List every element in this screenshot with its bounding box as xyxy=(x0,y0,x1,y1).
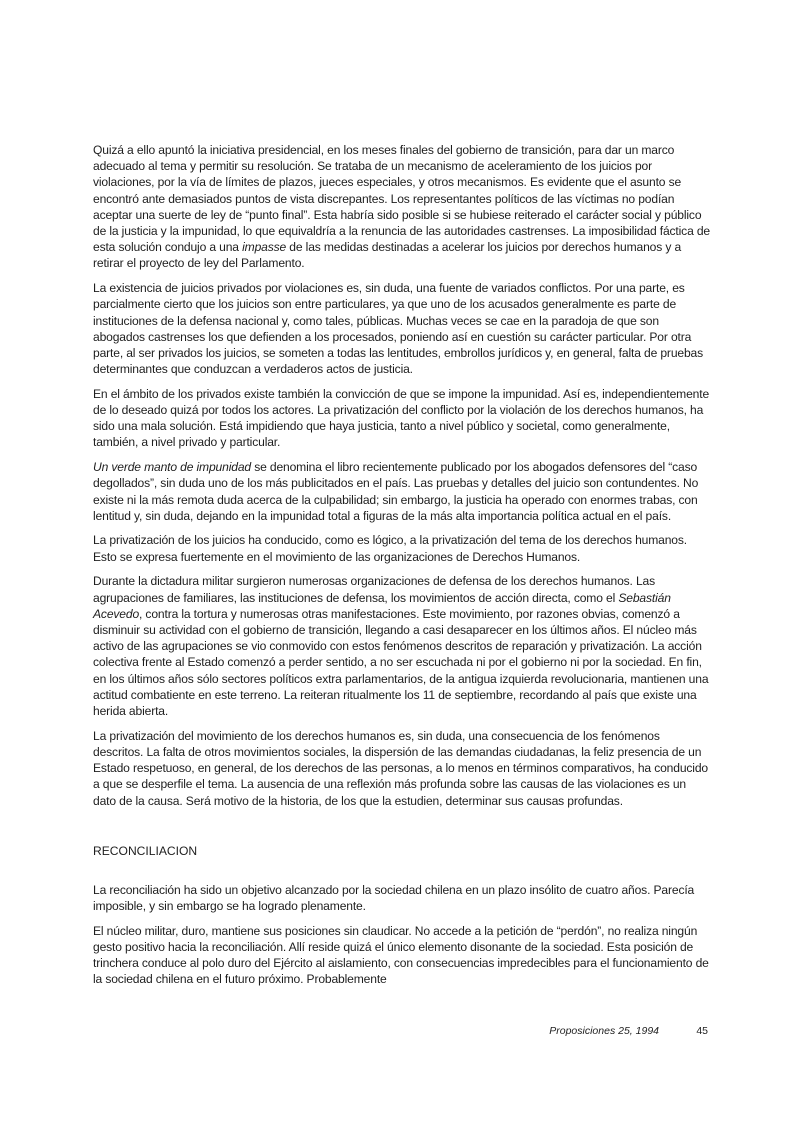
section-paragraph-1: La reconciliación ha sido un objetivo alcanzado por la sociedad chilena en un plazo insólito de cuatro años. Parecía imposible, y sin embargo se ha logrado plenamente. xyxy=(93,882,695,914)
paragraph-4 xyxy=(93,459,710,524)
book-title-italic: Un verde manto de impunidad xyxy=(93,460,251,475)
section-heading: RECONCILIACION xyxy=(93,843,198,858)
article-body xyxy=(93,142,710,996)
page-number: 45 xyxy=(696,1025,708,1037)
paragraph-5: La privatización de los juicios ha conducido, como es lógico, a la privatización del tema de los derechos humanos. Esto se expresa fuertemente en el movimiento de las organizaciones de Derechos Humanos. xyxy=(93,533,687,564)
section-paragraph-2: El núcleo militar, duro, mantiene sus posiciones sin claudicar. No accede a la petición de “perdón”, no realiza ningún gesto positivo hacia la reconciliación. Allí reside quizá el único elemento disonante de la sociedad. Esta posición de trinchera conduce al polo duro del Ejército al aislamiento, con consecuencias impredecibles para el funcionamiento de la sociedad chilena en el futuro próximo. Probablemente xyxy=(93,923,709,987)
journal-citation: Proposiciones 25, 1994 xyxy=(549,1025,659,1037)
paragraph-6-text-b: , contra la tortura y numerosas otras manifestaciones. Este movimiento, por razones obvias, comenzó a disminuir su actividad con el gobierno de transición, llegando a casi desaparecer en los últimos años. El núcleo más activo de las agrupaciones se vio conmovido con estos fenómenos descritos de reparación y privatización. La acción colectiva frente al Estado comenzó a perder sentido, a no ser escuchada ni por el gobierno ni por la sociedad. En fin, en los últimos años sólo sectores políticos extra parlamentarios, de la antigua izquierda revolucionaria, mantienen una actitud combatiente en este terreno. La reiteran ritualmente los 11 de septiembre, recordando al país que existe una herida abierta. xyxy=(93,606,709,718)
paragraph-2: La existencia de juicios privados por violaciones es, sin duda, una fuente de variados conflictos. Por una parte, es parcialmente cierto que los juicios son entre particulares, ya que uno de los acusados generalmente es parte de instituciones de la defensa nacional y, como tales, públicas. Muchas veces se cae en la paradoja de que son abogados castrenses los que defienden a los procesados, poniendo así en cuestión su carácter particular. Por otra parte, al ser privados los juicios, se someten a todas las lentitudes, embrollos jurídicos y, en general, falta de pruebas determinantes que conduzcan a verdaderos actos de justicia. xyxy=(93,281,704,377)
paragraph-6 xyxy=(93,573,710,719)
paragraph-6-text-a: Durante la dictadura militar surgieron numerosas organizaciones de defensa de los derechos humanos. Las agrupaciones de familiares, las instituciones de defensa, los movimientos de acción directa, como el xyxy=(93,574,656,605)
paragraph-3: En el ámbito de los privados existe también la convicción de que se impone la impunidad. Así es, independientemente de lo deseado quizá por todos los actores. La privatización del conflicto por la violación de los derechos humanos, ha sido una mala solución. Está impidiendo que haya justicia, tanto a nivel público y societal, como generalmente, también, a nivel privado y particular. xyxy=(93,386,710,450)
paragraph-6-italic: Sebastián Acevedo xyxy=(93,590,671,621)
paragraph-1-italic: impasse xyxy=(242,240,287,255)
paragraph-4-text: se denomina el libro recientemente publicado por los abogados defensores del “caso degollados”, sin duda uno de los más publicitados en el país. Las pruebas y detalles del juicio son contundentes. No existe ni la más remota duda acerca de la culpabilidad; sin embargo, la justicia ha operado con enormes trabas, con lentitud y, sin duda, dejando en la impunidad total a figuras de la más alta importancia política actual en el país. xyxy=(93,460,699,523)
paragraph-1-text-b: de las medidas destinadas a acelerar los juicios por derechos humanos y a retirar el proyecto de ley del Parlamento. xyxy=(93,240,682,271)
paragraph-1 xyxy=(93,142,710,272)
paragraph-1-text-a: Quizá a ello apuntó la iniciativa presidencial, en los meses finales del gobierno de transición, para dar un marco adecuado al tema y permitir su resolución. Se trataba de un mecanismo de aceleramiento de los juicios por violaciones, por la vía de límites de plazos, jueces especiales, y otros mecanismos. Es evidente que el asunto se encontró ante demasiados puntos de vista discrepantes. Los representantes políticos de las víctimas no podían aceptar una suerte de ley de “punto final”. Esta habría sido posible si se hubiese reiterado el carácter social y público de la justicia y la impunidad, lo que equivaldría a la renuncia de las autoridades castrenses. La imposibilidad fáctica de esta solución condujo a una xyxy=(93,143,711,255)
paragraph-7: La privatización del movimiento de los derechos humanos es, sin duda, una consecuencia de los fenómenos descritos. La falta de otros movimientos sociales, la dispersión de las demandas ciudadanas, la feliz presencia de un Estado respetuoso, en general, de los derechos de las personas, a lo menos en términos comparativos, ha conducido a que se desperfile el tema. La ausencia de una reflexión más profunda sobre las causas de las violaciones es un dato de la causa. Será motivo de la historia, de los que la estudien, determinar sus causas profundas. xyxy=(93,728,708,808)
